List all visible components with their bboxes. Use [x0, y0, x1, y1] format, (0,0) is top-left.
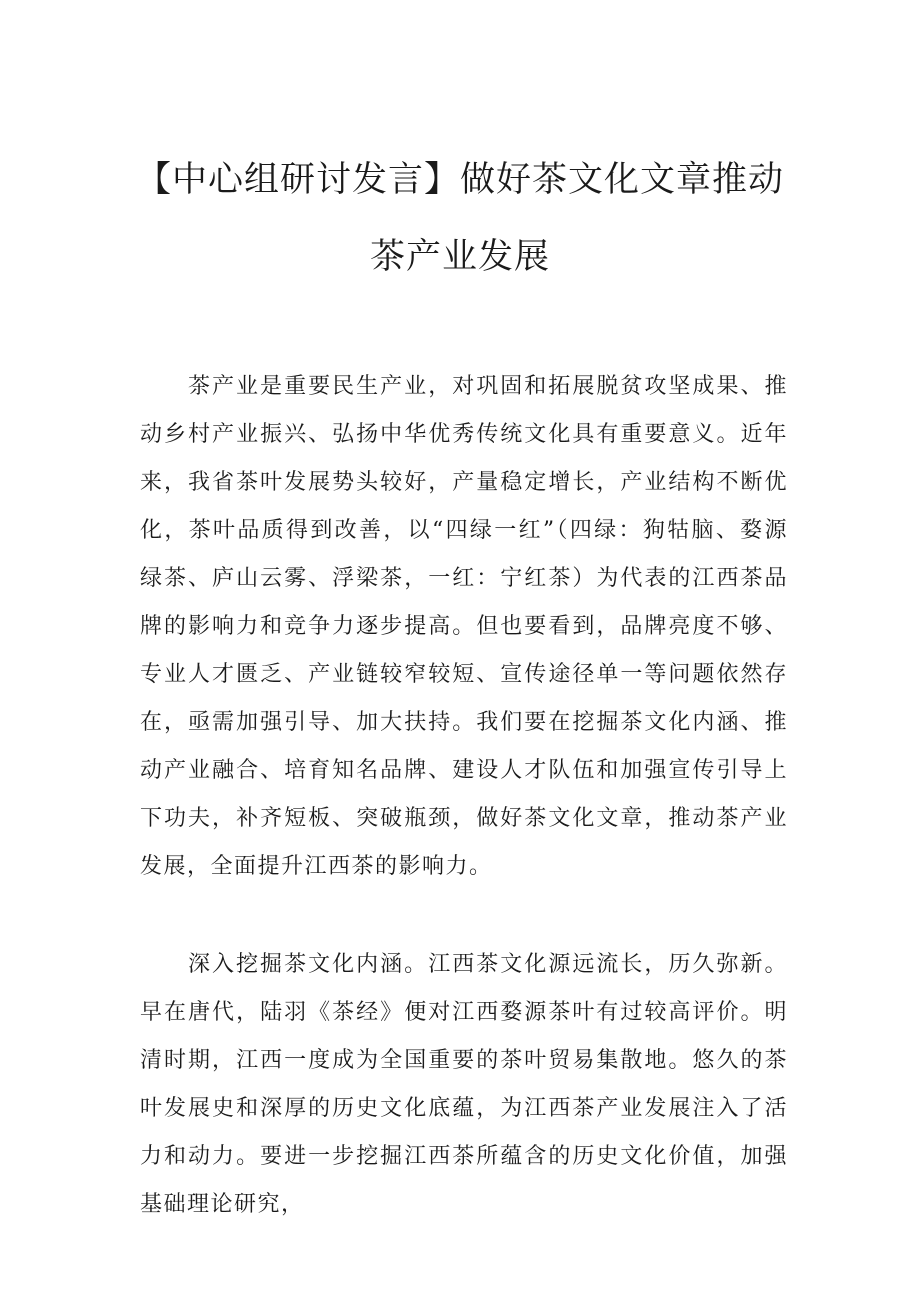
- body-paragraph-2: 深入挖掘茶文化内涵。江西茶文化源远流长，历久弥新。早在唐代，陆羽《茶经》便对江西婺源茶叶有过较高评价。明清时期，江西一度成为全国重要的茶叶贸易集散地。悠久的茶叶发展史和深厚的历史文化底蕴，为江西茶产业发展注入了活力和动力。要进一步挖掘江西茶所蕴含的历史文化价值，加强基础理论研究，: [140, 952, 788, 1217]
- document-title-line-1: 【中心组研讨发言】做好茶文化文章推动: [135, 160, 784, 200]
- document-title-line-2: 茶产业发展: [369, 237, 550, 277]
- body-paragraph-1: 茶产业是重要民生产业，对巩固和拓展脱贫攻坚成果、推动乡村产业振兴、弘扬中华优秀传统文化具有重要意义。近年来，我省茶叶发展势头较好，产量稳定增长，产业结构不断优化，茶叶品质得到改善，以“四绿一红”（四绿：狗牯脑、婺源绿茶、庐山云雾、浮梁茶，一红：宁红茶）为代表的江西茶品牌的影响力和竞争力逐步提高。但也要看到，品牌亮度不够、专业人才匮乏、产业链较窄较短、宣传途径单一等问题依然存在，亟需加强引导、加大扶持。我们要在挖掘茶文化内涵、推动产业融合、培育知名品牌、建设人才队伍和加强宣传引导上下功夫，补齐短板、突破瓶颈，做好茶文化文章，推动茶产业发展，全面提升江西茶的影响力。: [140, 374, 788, 879]
